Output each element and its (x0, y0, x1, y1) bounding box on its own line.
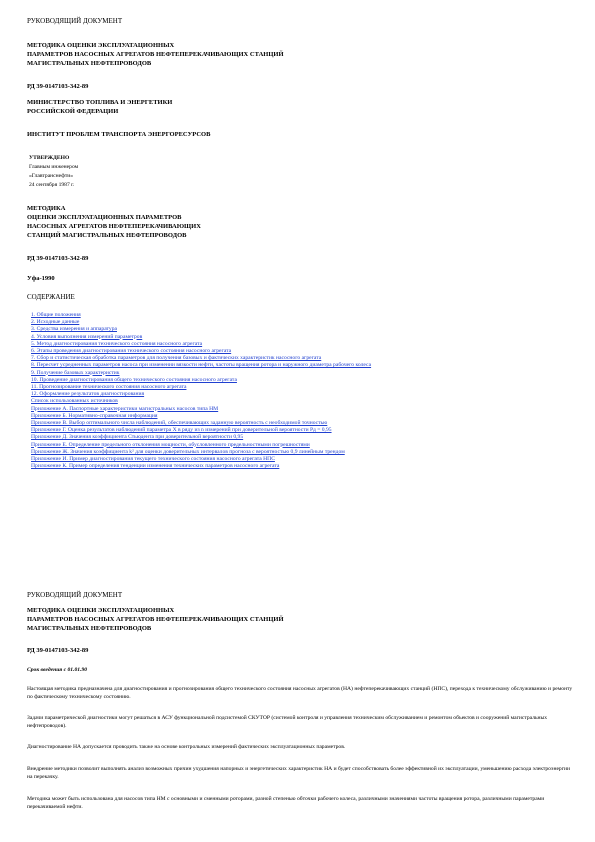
doc-title-line-3: МАГИСТРАЛЬНЫХ НЕФТЕПРОВОДОВ (27, 60, 152, 67)
body-paragraph-1: Настоящая методика предназначена для диагностирования и прогнозирования общего технического состояния насосных агрегатов (НА) нефтеперекачивающих станций (НПС), перехода к техническому обслуживанию и ремонту по фактическому техническому состоянию. (27, 686, 573, 701)
title-block-line-2: ОЦЕНКИ ЭКСПЛУАТАЦИОННЫХ ПАРАМЕТРОВ (27, 214, 182, 221)
title-block-line-1: МЕТОДИКА (27, 205, 66, 212)
toc-link-2[interactable]: 2. Исходные данные (31, 319, 80, 326)
toc-link-appendix-a[interactable]: Приложение А. Паспортные характеристики магистральных насосов типа НМ (31, 405, 219, 412)
toc-link-appendix-b[interactable]: Приложение Б. Нормативно-справочная информация (31, 412, 158, 419)
ministry-line-1: МИНИСТЕРСТВО ТОПЛИВА И ЭНЕРГЕТИКИ (27, 99, 173, 106)
section-doc-type: РУКОВОДЯЩИЙ ДОКУМЕНТ (27, 591, 123, 599)
approval-label: УТВЕРЖДЕНО (29, 155, 70, 161)
toc-link-7[interactable]: 7. Сбор и статистическая обработка параметров для получения базовых и фактических характеристик насосного агрегата (31, 355, 322, 362)
toc-link-appendix-i[interactable]: Приложение И. Пример диагностирования текущего технического состояния насосного агрегата НПС (31, 456, 275, 463)
toc-link-sources[interactable]: Список использованных источников (31, 398, 118, 405)
body-paragraph-4: Внедрение методики позволит выполнять анализ возможных причин ухудшения напорных и энергетических характеристик НА и будет способствовать более эффективной их эксплуатации, уменьшению расхода электроэнергии на перекачку. (27, 766, 570, 781)
toc-link-8[interactable]: 8. Пересчет усредненных параметров насоса при изменении вязкости нефти, частоты вращения ротора и наружного диаметра рабочего колеса (31, 362, 372, 369)
toc-link-1[interactable]: 1. Общие положения (31, 312, 81, 318)
section-title-line-1: МЕТОДИКА ОЦЕНКИ ЭКСПЛУАТАЦИОННЫХ (27, 607, 175, 614)
toc-link-10[interactable]: 10. Проведение диагностирования общего технического состояния насосного агрегата (31, 376, 237, 383)
institute-name: ИНСТИТУТ ПРОБЛЕМ ТРАНСПОРТА ЭНЕРГОРЕСУРСОВ (27, 131, 211, 138)
toc-link-5[interactable]: 5. Метод диагностирования технического состояния насосного агрегата (31, 340, 203, 347)
toc-link-6[interactable]: 6. Этапы проведения диагностирования технического состояния насосного агрегата (31, 348, 232, 355)
approval-date: 24 сентября 1987 г. (29, 182, 75, 188)
section-title-line-2: ПАРАМЕТРОВ НАСОСНЫХ АГРЕГАТОВ НЕФТЕПЕРЕКАЧИВАЮЩИХ СТАНЦИЙ (27, 616, 284, 623)
title-block-doc-number: РД 39-0147103-342-89 (27, 255, 89, 262)
doc-number: РД 39-0147103-342-89 (27, 83, 89, 90)
body-paragraph-3: Диагностирование НА допускается проводить также на основе контрольных измерений фактических эксплуатационных параметров. (27, 744, 346, 750)
title-block-line-3: НАСОСНЫХ АГРЕГАТОВ НЕФТЕПЕРЕКАЧИВАЮЩИХ (27, 223, 201, 230)
toc-link-appendix-k[interactable]: Приложение К. Пример определения тенденции изменения технических параметров насосного агрегата (31, 463, 280, 470)
approval-position: Главным инженером (29, 164, 79, 170)
toc-link-appendix-d[interactable]: Приложение Д. Значения коэффициента Стьюдента при доверительной вероятности 0,95 (31, 434, 244, 441)
section-title-line-3: МАГИСТРАЛЬНЫХ НЕФТЕПРОВОДОВ (27, 625, 152, 632)
effective-date: Срок введения с 01.01.90 (27, 667, 88, 673)
toc-link-appendix-g[interactable]: Приложение Г. Оценка результатов наблюдений параметра X в ряду из n измерений при доверительной вероятности Рд = 0,95 (31, 427, 332, 434)
body-paragraph-5: Методика может быть использована для насосов типа НМ с основными и сменными роторами, разной степенью обточки рабочего колеса, различными значениями частоты вращения ротора, различными параметрами перекачиваемой нефти. (27, 796, 545, 811)
body-paragraph-2: Задачи параметрической диагностики могут решаться в АСУ функциональной подсистемой СКУТОР (системой контроля и управления техническим обслуживанием и ремонтом объектов и сооружений магистральных нефтепроводов). (27, 715, 548, 730)
toc-link-appendix-e[interactable]: Приложение Е. Определение предельного отклонения мощности, обусловленного предельностными погрешностями (31, 441, 310, 448)
doc-title-line-1: МЕТОДИКА ОЦЕНКИ ЭКСПЛУАТАЦИОННЫХ (27, 42, 175, 49)
section-doc-number: РД 39-0147103-342-89 (27, 647, 89, 654)
toc-link-11[interactable]: 11. Прогнозирование технического состояния насосного агрегата (31, 384, 187, 391)
title-block-line-4: СТАНЦИЙ МАГИСТРАЛЬНЫХ НЕФТЕПРОВОДОВ (27, 232, 187, 239)
ministry-line-2: РОССИЙСКОЙ ФЕДЕРАЦИИ (27, 108, 119, 115)
toc-link-4[interactable]: 4. Условия выполнения измерений параметров (31, 333, 143, 340)
doc-title-line-2: ПАРАМЕТРОВ НАСОСНЫХ АГРЕГАТОВ НЕФТЕПЕРЕКАЧИВАЮЩИХ СТАНЦИЙ (27, 51, 284, 58)
toc-link-12[interactable]: 12. Оформление результатов диагностирования (31, 391, 145, 398)
doc-type-label: РУКОВОДЯЩИЙ ДОКУМЕНТ (27, 17, 123, 25)
table-of-contents (31, 312, 571, 470)
toc-link-appendix-zh[interactable]: Приложение Ж. Значения коэффициента k² для оценки доверительных интервалов прогноза с вероятностью 0,9 линейным трендом (31, 448, 345, 455)
toc-link-9[interactable]: 9. Получение базовых характеристик (31, 369, 120, 376)
approval-organization: «Главтранснефти» (29, 173, 74, 179)
toc-link-3[interactable]: 3. Средства измерения и аппаратура (31, 326, 117, 333)
city-year: Уфа-1990 (27, 275, 55, 282)
toc-link-appendix-v[interactable]: Приложение В. Выбор оптимального числа наблюдений, обеспечивающих заданную вероятность с необходимой точностью (31, 420, 328, 427)
toc-heading: СОДЕРЖАНИЕ (27, 293, 75, 301)
